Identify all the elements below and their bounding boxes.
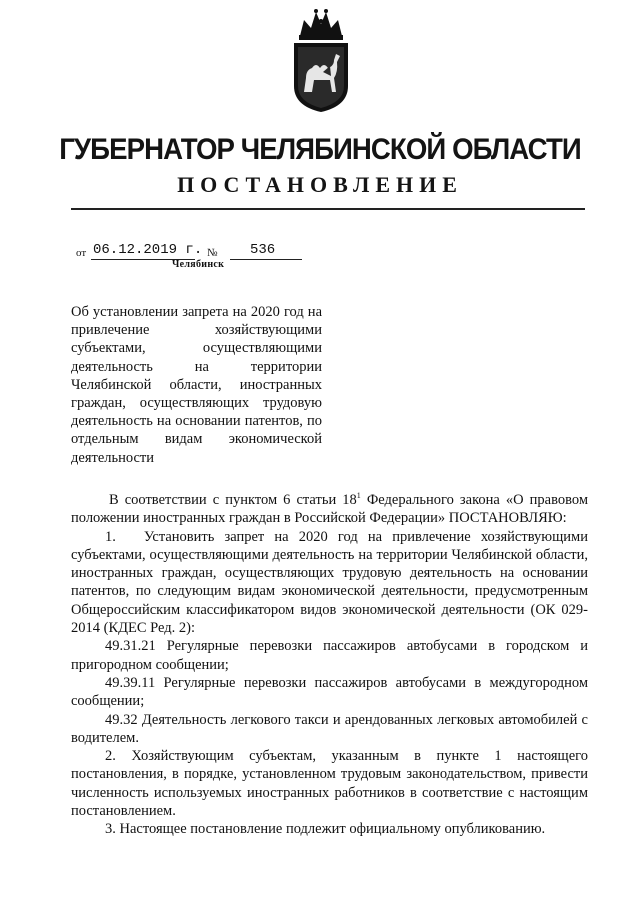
date-label: от [76,247,87,259]
document-subject: Об установлении запрета на 2020 год на привлечение хозяйствующими субъектами, осуществляющими деятельность на территории Челябинской области, иностранных граждан, осуществляющих трудовую деятельность на основании патентов, по отдельным видам экономической деятельности [71,304,322,466]
item-3: 3. Настоящее постановление подлежит официальному опубликованию. [105,821,546,838]
item-2: 2. Хозяйствующим субъектам, указанным в пункте 1 настоящего постановления, в порядке, установленном трудовым законодательством, привести численность используемых иностранных работников в соответствие с настоящим постановлением. [71,748,588,820]
activity-code-2: 49.39.11 Регулярные перевозки пассажиров автобусами в междугородном сообщении; [71,674,588,710]
item-1-number: 1. [105,528,116,545]
document-body [71,491,588,839]
activity-code-3: 49.32 Деятельность легкового такси и арендованных легковых автомобилей с водителем. [71,711,588,746]
intro-paragraph [71,491,588,528]
document-type: ПОСТАНОВЛЕНИЕ [177,172,463,197]
activity-code-1: 49.31.21 Регулярные перевозки пассажиров автобусами в городском и пригородном сообщении; [71,638,588,673]
number-label: № [207,247,218,259]
item-1-text: Установить запрет на 2020 год на привлечение хозяйствующими субъектами, осуществляющими деятельность на территории Челябинской области, иностранных граждан, осуществляющих трудовую деятельность на основании патентов, по следующим видам экономической деятельности, предусмотренным Общероссийским классификатором видов экономической деятельности (ОК 029-2014 (КДЕС Ред. 2): [71,528,588,637]
date-value: 06.12.2019 г. [93,242,203,258]
number-value: 536 [230,242,302,260]
city-name: Челябинск [172,259,225,270]
intro-text-continued: Федерального закона «О правовом положении иностранных граждан в Российской Федерации» ПОСТАНОВЛЯЮ: [71,492,588,527]
header-divider [71,208,585,210]
article-superscript: 1 [356,491,361,500]
intro-text: В соответствии с пунктом 6 статьи 18 [109,492,357,508]
coat-of-arms-icon [290,6,352,114]
issuer-title: ГУБЕРНАТОР ЧЕЛЯБИНСКОЙ ОБЛАСТИ [59,133,581,166]
item-1 [71,528,588,638]
